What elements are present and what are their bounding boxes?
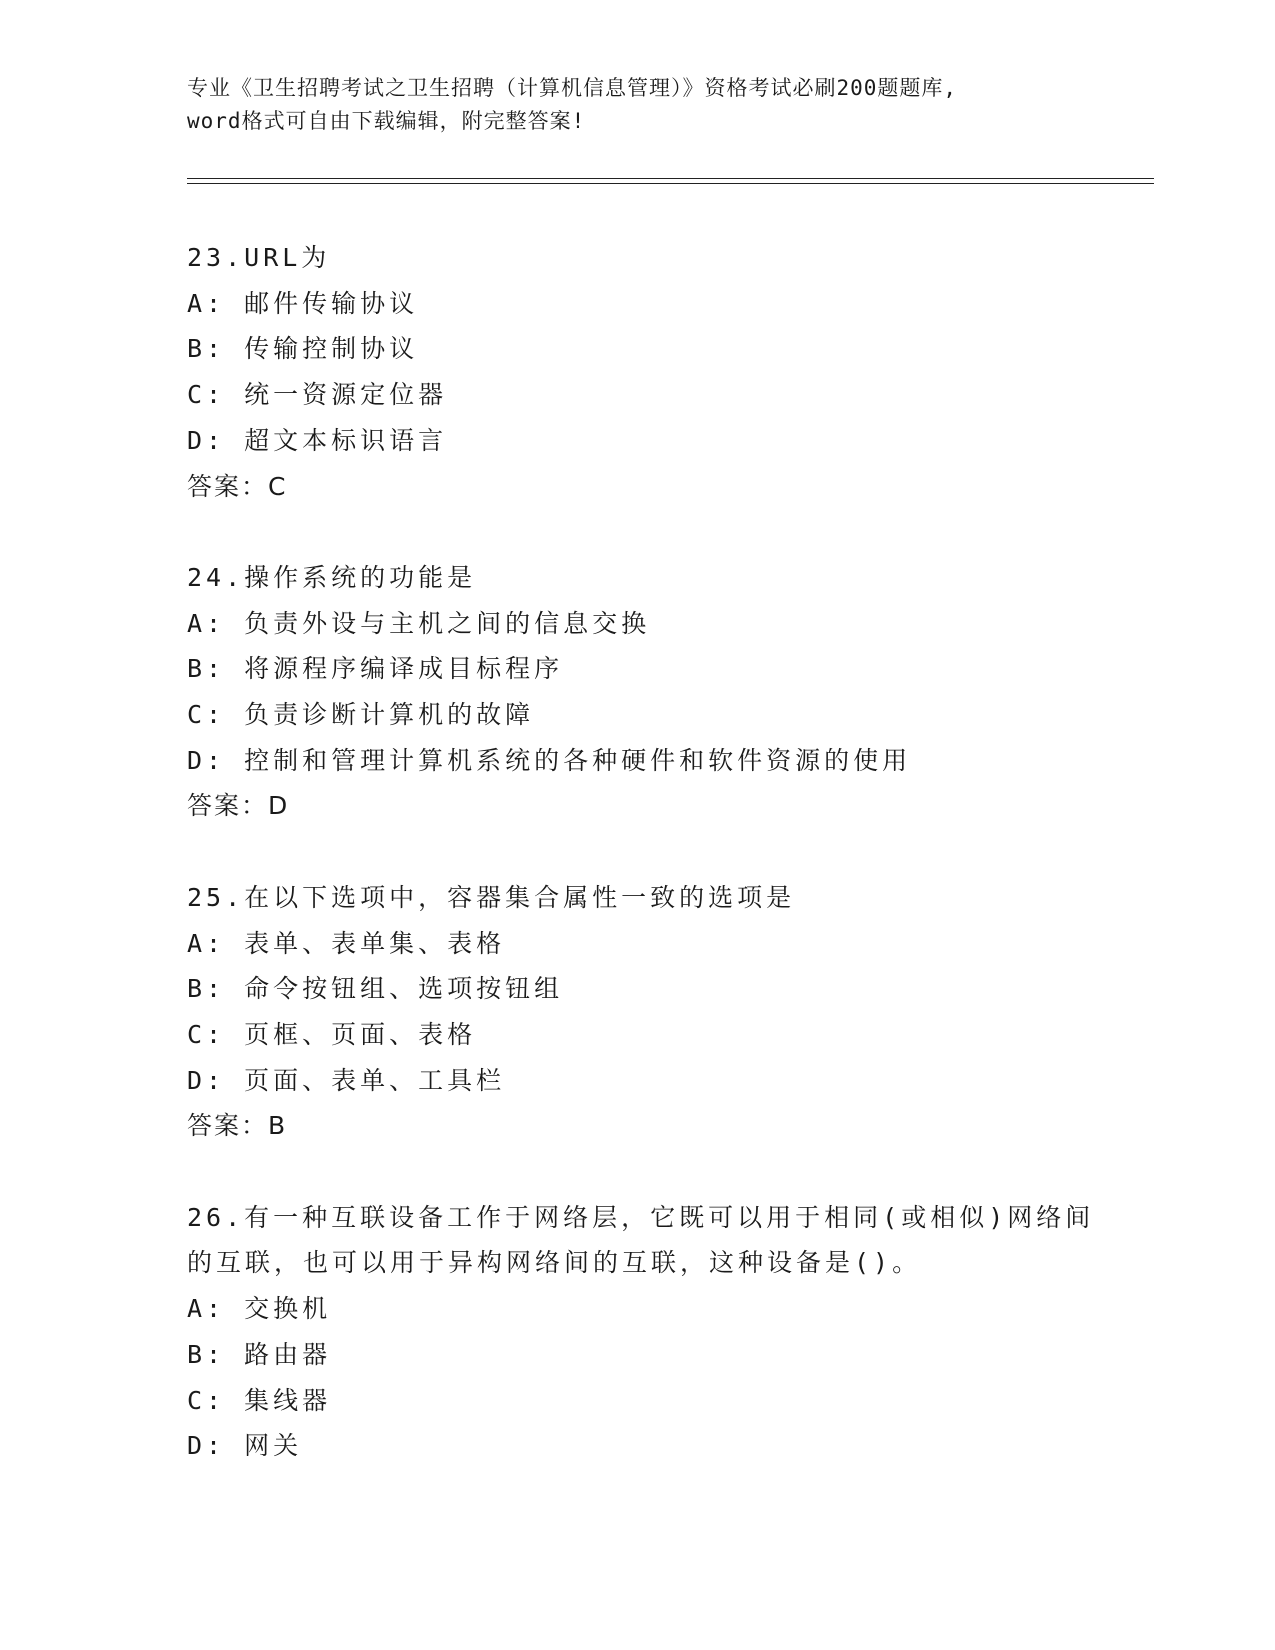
question-spacer	[187, 829, 1087, 875]
answer-line: 答案：C	[187, 471, 288, 501]
option-c: C: 页框、页面、表格	[187, 1019, 477, 1049]
header-title-line-1: 专业《卫生招聘考试之卫生招聘（计算机信息管理）》资格考试必刷200题题库,	[187, 76, 958, 100]
header-divider-top	[187, 178, 1154, 179]
option-a: A: 交换机	[187, 1294, 332, 1324]
question-block	[187, 1195, 1095, 1469]
option-d: D: 页面、表单、工具栏	[187, 1065, 506, 1095]
question-spacer	[187, 1149, 1087, 1195]
question-stem: 23.URL为	[187, 243, 331, 272]
question-stem: 25.在以下选项中，容器集合属性一致的选项是	[187, 882, 796, 912]
question-stem-line-1: 26.有一种互联设备工作于网络层，它既可以用于相同(或相似)网络间	[187, 1202, 1095, 1232]
option-a: A: 负责外设与主机之间的信息交换	[187, 608, 651, 638]
option-a: A: 表单、表单集、表格	[187, 928, 506, 958]
option-d: D: 超文本标识语言	[187, 425, 448, 455]
option-c: C: 负责诊断计算机的故障	[187, 700, 535, 730]
option-d: D: 控制和管理计算机系统的各种硬件和软件资源的使用	[187, 745, 912, 775]
option-a: A: 邮件传输协议	[187, 288, 419, 318]
answer-line: 答案：B	[187, 1111, 288, 1141]
option-d: D: 网关	[187, 1431, 303, 1461]
document-header	[187, 72, 1087, 138]
option-b: B: 路由器	[187, 1339, 332, 1369]
header-title-line-2: word格式可自由下载编辑，附完整答案!	[187, 109, 586, 133]
option-c: C: 集线器	[187, 1385, 332, 1415]
question-list	[187, 235, 1095, 1469]
question-block	[187, 555, 1087, 829]
option-b: B: 传输控制协议	[187, 334, 419, 364]
question-stem-line-2: 的互联，也可以用于异构网络间的互联，这种设备是()。	[187, 1248, 922, 1278]
option-b: B: 命令按钮组、选项按钮组	[187, 974, 564, 1004]
answer-line: 答案：D	[187, 791, 290, 821]
header-divider-bottom	[187, 183, 1154, 184]
question-stem: 24.操作系统的功能是	[187, 562, 477, 592]
question-block	[187, 875, 1087, 1149]
option-c: C: 统一资源定位器	[187, 380, 448, 410]
question-block	[187, 235, 1087, 509]
option-b: B: 将源程序编译成目标程序	[187, 654, 564, 684]
question-spacer	[187, 509, 1087, 555]
